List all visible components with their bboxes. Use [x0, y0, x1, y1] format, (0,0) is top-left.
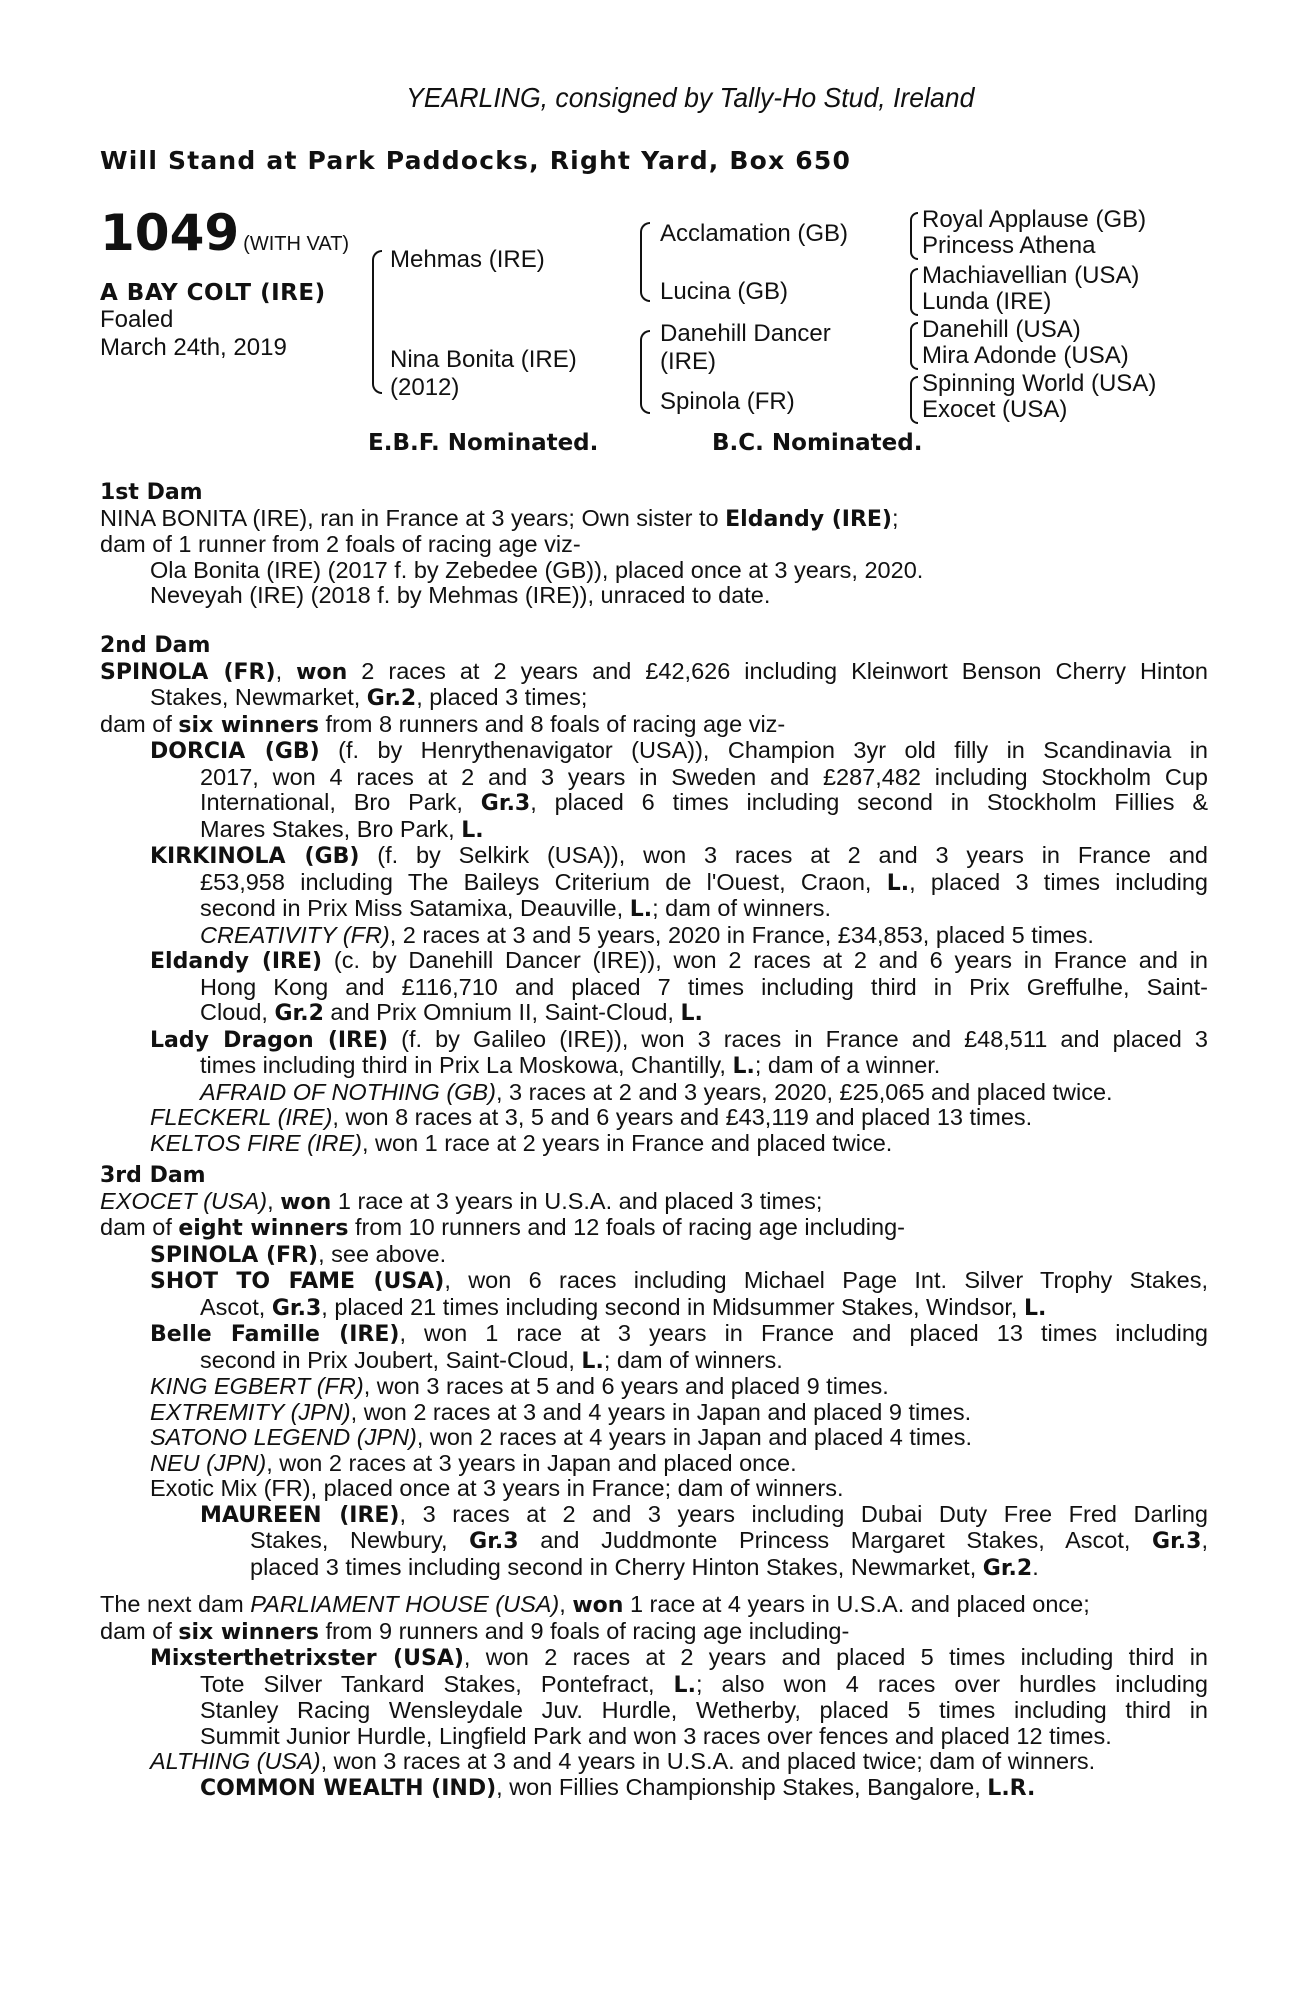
text-line: Summit Junior Hurdle, Lingfield Park and won 3 races over fences and placed 12 times.: [200, 1722, 1112, 1749]
text: Mares Stakes, Bro Park,: [200, 815, 462, 842]
text: from 10 runners and 12 foals of racing age including-: [348, 1214, 905, 1240]
text: from 8 runners and 8 foals of racing age viz-: [318, 710, 786, 737]
text-line: [100, 817, 1208, 844]
pedigree-dam-name: Nina Bonita (IRE): [390, 346, 577, 373]
text: ,: [267, 1187, 281, 1214]
lot-number-value: 1049: [100, 204, 240, 262]
text: (f. by Henrythenavigator (USA)), Champion 3yr old filly in Scandinavia in: [319, 737, 1209, 763]
text: International, Bro Park,: [200, 789, 481, 815]
horse-name: DORCIA (GB): [150, 739, 320, 764]
text: , 3 races at 2 and 3 years, 2020, £25,065 and placed twice.: [495, 1078, 1113, 1105]
text-line: [100, 1080, 1208, 1106]
text: , placed 21 times including second in Midsummer Stakes, Windsor,: [321, 1293, 1024, 1320]
text: The next dam: [100, 1591, 251, 1617]
horse-name: SPINOLA (FR): [150, 1242, 319, 1268]
horse-name: FLECKERL (IRE): [150, 1104, 333, 1130]
text: (f. by Galileo (IRE)), won 3 races in France and £48,511 and placed 3: [388, 1025, 1208, 1052]
text-line: [100, 948, 1208, 975]
second-dam-title: 2nd Dam: [100, 633, 211, 658]
pedigree-dam-year: (2012): [390, 374, 460, 401]
produce-entry-kirkinola: [100, 843, 1208, 948]
text-line: [100, 1000, 1208, 1027]
grade: L.: [581, 1348, 604, 1374]
produce-entry-mixsterthetrixster: [100, 1645, 1208, 1749]
grade: L.: [629, 897, 653, 922]
foaled-label: Foaled: [100, 306, 174, 333]
horse-name: KELTOS FIRE (IRE): [150, 1129, 362, 1156]
produce-entry: Ola Bonita (IRE) (2017 f. by Zebedee (GB)), placed once at 3 years, 2020.: [150, 556, 924, 583]
text: ,: [1201, 1527, 1208, 1553]
second-dam-produce-summary: [100, 712, 1208, 739]
text-line: [100, 1502, 1208, 1529]
grade: L.: [461, 817, 484, 843]
vat-note: (WITH VAT): [243, 233, 350, 255]
produce-entry-satono-legend: [100, 1425, 1208, 1451]
location-line: Will Stand at Park Paddocks, Right Yard, Box 650: [100, 146, 852, 175]
highlight: won: [280, 1189, 332, 1215]
text: times including third in Prix La Moskowa, Chantilly,: [200, 1052, 733, 1078]
horse-name: PARLIAMENT HOUSE (USA): [250, 1591, 560, 1617]
third-dam-section: [100, 1163, 1208, 1581]
bc-nominated: B.C. Nominated.: [712, 430, 923, 456]
text: Tote Silver Tankard Stakes, Pontefract,: [200, 1670, 674, 1697]
text-line: [100, 1348, 1208, 1375]
grade: Gr.2: [366, 686, 417, 711]
produce-entry-king-egbert: [100, 1374, 1208, 1400]
grade: L.: [886, 870, 910, 896]
grade: Gr.3: [469, 1529, 519, 1554]
produce-entry-keltos-fire: [100, 1131, 1208, 1157]
horse-name: AFRAID OF NOTHING (GB): [200, 1078, 496, 1105]
produce-entry-extremity: [100, 1400, 1208, 1426]
next-dam-produce-summary: [100, 1619, 1208, 1646]
horse-name: EXOCET (USA): [100, 1187, 268, 1214]
text: ; also won 4 races over hurdles including: [695, 1670, 1208, 1697]
text: , won 8 races at 3, 5 and 6 years and £43,119 and placed 13 times.: [332, 1104, 1033, 1130]
text-line: [100, 870, 1208, 897]
ebf-nominated: E.B.F. Nominated.: [368, 430, 599, 456]
produce-entry: Neveyah (IRE) (2018 f. by Mehmas (IRE)), unraced to date.: [150, 582, 771, 608]
text: 1 race at 4 years in U.S.A. and placed once;: [623, 1591, 1090, 1617]
text: ;: [891, 504, 899, 531]
second-dam-section: [100, 633, 1208, 1156]
pedigree-dam-sire-line1: Danehill Dancer: [660, 320, 831, 347]
first-dam-line: [100, 506, 1208, 533]
text-line: Hong Kong and £116,710 and placed 7 times including third in Prix Greffulhe, Saint-: [200, 973, 1208, 1000]
text: and Juddmonte Princess Margaret Stakes, Ascot,: [518, 1527, 1153, 1553]
text: ; dam of a winner.: [754, 1052, 941, 1078]
text: , won 1 race at 2 years in France and placed twice.: [361, 1129, 893, 1156]
horse-name: Lady Dragon (IRE): [150, 1027, 389, 1053]
text: , won 6 races including Michael Page Int. Silver Trophy Stakes,: [444, 1267, 1209, 1293]
grade: Gr.2: [274, 1001, 324, 1026]
text-line: [100, 1295, 1208, 1322]
second-dam-line-cont: [100, 685, 1208, 712]
text: second in Prix Joubert, Saint-Cloud,: [200, 1346, 582, 1373]
third-dam-produce-summary: [100, 1215, 1208, 1242]
third-dam-title: 3rd Dam: [100, 1163, 206, 1188]
horse-name: NEU (JPN): [150, 1449, 267, 1476]
second-dam-line: [100, 659, 1208, 686]
text-line: 2017, won 4 races at 2 and 3 years in Sweden and £287,482 including Stockholm Cup: [200, 763, 1208, 790]
horse-name: CREATIVITY (FR): [200, 921, 390, 948]
pedigree-g3-3: Machiavellian (USA): [922, 262, 1140, 289]
pedigree-g3-2: Princess Athena: [922, 232, 1096, 259]
pedigree-g3-7: Spinning World (USA): [922, 370, 1157, 397]
pedigree-brace-g3-1: [910, 212, 918, 260]
horse-name: KIRKINOLA (GB): [150, 844, 360, 869]
foaled-date: March 24th, 2019: [100, 334, 287, 361]
text-line: [100, 1555, 1208, 1582]
text: NINA BONITA (IRE), ran in France at 3 years; Own sister to: [100, 504, 726, 531]
produce-entry-althing: [100, 1749, 1208, 1775]
text: , placed 3 times including: [909, 868, 1208, 895]
text: , won 2 races at 2 years and placed 5 times including third in: [463, 1644, 1209, 1670]
horse-name: Belle Famille (IRE): [150, 1322, 400, 1347]
first-dam-section: [100, 480, 1208, 609]
highlight: six winners: [178, 1619, 319, 1645]
produce-entry-lady-dragon: [100, 1027, 1208, 1106]
next-dam-section: [100, 1592, 1208, 1801]
text-line: [100, 790, 1208, 817]
pedigree-g3-5: Danehill (USA): [922, 316, 1081, 343]
text: , won 1 race at 3 years in France and placed 13 times including: [399, 1320, 1208, 1346]
pedigree-g3-6: Mira Adonde (USA): [922, 342, 1129, 369]
first-dam-produce-summary: dam of 1 runner from 2 foals of racing age viz-: [100, 531, 581, 557]
horse-name: Eldandy (IRE): [150, 949, 323, 974]
highlight: won: [296, 659, 348, 685]
text: ; dam of winners.: [603, 1346, 783, 1373]
pedigree-g3-4: Lunda (IRE): [922, 288, 1052, 315]
text-line: [100, 1672, 1208, 1699]
produce-entry-dorcia: [100, 738, 1208, 843]
text: , won 3 races at 3 and 4 years in U.S.A. and placed twice; dam of winners.: [320, 1748, 1096, 1774]
text: (f. by Selkirk (USA)), won 3 races at 2 and 3 years in France and: [359, 842, 1208, 868]
pedigree-dam-sire-line2: (IRE): [660, 348, 716, 375]
text: , won 2 races at 3 years in Japan and placed once.: [266, 1449, 797, 1476]
text: 1 race at 3 years in U.S.A. and placed 3 times;: [331, 1187, 823, 1214]
text: dam of: [100, 710, 179, 737]
highlight: won: [572, 1593, 624, 1618]
pedigree-brace-gen1: [372, 250, 382, 394]
text-line: [100, 1053, 1208, 1080]
text-line: [100, 1268, 1208, 1295]
text-line: [100, 896, 1208, 923]
text: from 9 runners and 9 foals of racing age including-: [318, 1617, 850, 1644]
text: and Prix Omnium II, Saint-Cloud,: [323, 999, 681, 1025]
text: , 3 races at 2 and 3 years including Dubai Duty Free Fred Darling: [399, 1500, 1208, 1527]
text-line: [100, 738, 1208, 765]
pedigree-dam-sire: [660, 320, 831, 376]
produce-entry-fleckerl: [100, 1105, 1208, 1131]
first-dam-title: 1st Dam: [100, 480, 203, 505]
pedigree-brace-g3-3: [910, 322, 918, 370]
grade: Gr.3: [1152, 1529, 1202, 1554]
horse-name: EXTREMITY (JPN): [150, 1398, 351, 1425]
horse-name: COMMON WEALTH (IND): [200, 1775, 497, 1801]
highlight: eight winners: [178, 1216, 349, 1241]
highlight: six winners: [178, 712, 319, 738]
grade: L.: [673, 1672, 696, 1698]
produce-entry-belle-famille: [100, 1321, 1208, 1374]
text: Cloud,: [200, 999, 275, 1025]
text: dam of: [100, 1214, 179, 1240]
produce-entry-eldandy: [100, 948, 1208, 1027]
text: dam of: [100, 1617, 179, 1644]
text: (c. by Danehill Dancer (IRE)), won 2 races at 2 and 6 years in France and in: [322, 947, 1208, 973]
pedigree-dam-dam: Spinola (FR): [660, 388, 795, 415]
text-line: [100, 1645, 1208, 1672]
text: , won 2 races at 3 and 4 years in Japan and placed 9 times.: [350, 1398, 972, 1425]
text-line: [100, 1027, 1208, 1054]
text: 2 races at 2 years and £42,626 including Kleinwort Benson Cherry Hinton: [347, 657, 1208, 684]
produce-entry-exotic-mix: Exotic Mix (FR), placed once at 3 years in France; dam of winners.: [150, 1475, 844, 1501]
grade: L.R.: [987, 1775, 1036, 1801]
lot-description: A BAY COLT (IRE): [100, 280, 326, 306]
text: , won 3 races at 5 and 6 years and placed 9 times.: [363, 1373, 889, 1399]
text: ,: [559, 1591, 573, 1617]
produce-entry-common-wealth: [100, 1775, 1208, 1802]
horse-name: SPINOLA (FR): [100, 659, 276, 685]
text: , won Fillies Championship Stakes, Bangalore,: [496, 1773, 988, 1800]
grade: Gr.3: [271, 1295, 322, 1321]
grade: L.: [732, 1054, 755, 1079]
produce-entry-spinola: [100, 1242, 1208, 1269]
text-line: [100, 1321, 1208, 1348]
grade: L.: [680, 1001, 703, 1026]
pedigree-brace-g3-2: [910, 268, 918, 316]
horse-name: Mixsterthetrixster (USA): [150, 1646, 464, 1671]
horse-name: SHOT TO FAME (USA): [150, 1269, 445, 1294]
text: ; dam of winners.: [652, 895, 832, 921]
pedigree-sire-dam: Lucina (GB): [660, 278, 789, 305]
text-line: [100, 923, 1208, 949]
pedigree-dam: [390, 346, 577, 402]
text: Stakes, Newbury,: [250, 1527, 470, 1553]
produce-entry-maureen: [100, 1502, 1208, 1582]
horse-name: ALTHING (USA): [150, 1748, 321, 1774]
text: , won 2 races at 4 years in Japan and placed 4 times.: [416, 1424, 972, 1450]
consignment-line: YEARLING, consigned by Tally-Ho Stud, Ireland: [406, 82, 975, 113]
text: , placed 6 times including second in Stockholm Fillies &: [530, 789, 1208, 815]
produce-entry-shot-to-fame: [100, 1268, 1208, 1321]
lot-number: [100, 204, 350, 262]
text: £53,958 including The Baileys Criterium de l'Ouest, Craon,: [200, 868, 887, 895]
horse-name: KING EGBERT (FR): [150, 1373, 364, 1399]
pedigree-g3-1: Royal Applause (GB): [922, 206, 1147, 233]
pedigree-brace-dam: [640, 330, 650, 414]
horse-name: MAUREEN (IRE): [200, 1502, 400, 1528]
text: second in Prix Miss Satamixa, Deauville,: [200, 895, 630, 921]
text-line: [100, 843, 1208, 870]
produce-entry-neu: [100, 1451, 1208, 1477]
text: ,: [275, 657, 297, 684]
pedigree-sire-sire: Acclamation (GB): [660, 220, 849, 247]
pedigree-sire: Mehmas (IRE): [390, 246, 545, 273]
pedigree-brace-sire: [640, 222, 650, 302]
grade: Gr.2: [982, 1555, 1033, 1581]
text: , see above.: [318, 1240, 447, 1267]
third-dam-line: [100, 1189, 1208, 1216]
text-line: Stanley Racing Wensleydale Juv. Hurdle, Wetherby, placed 5 times including third in: [200, 1697, 1208, 1723]
text: Ascot,: [200, 1293, 272, 1320]
text: .: [1032, 1553, 1039, 1580]
text: placed 3 times including second in Cherry Hinton Stakes, Newmarket,: [250, 1553, 983, 1580]
next-dam-line: [100, 1592, 1208, 1619]
grade: Gr.3: [480, 791, 531, 816]
horse-name: SATONO LEGEND (JPN): [150, 1424, 417, 1450]
text: , 2 races at 3 and 5 years, 2020 in France, £34,853, placed 5 times.: [389, 921, 1094, 948]
text: Stakes, Newmarket,: [150, 684, 367, 710]
pedigree-brace-g3-4: [910, 376, 918, 424]
horse-name: Eldandy (IRE): [725, 506, 892, 532]
foaled-info: [100, 306, 287, 362]
text-line: [100, 1528, 1208, 1555]
grade: L.: [1024, 1295, 1047, 1321]
text: , placed 3 times;: [416, 684, 588, 710]
pedigree-g3-8: Exocet (USA): [922, 396, 1068, 423]
